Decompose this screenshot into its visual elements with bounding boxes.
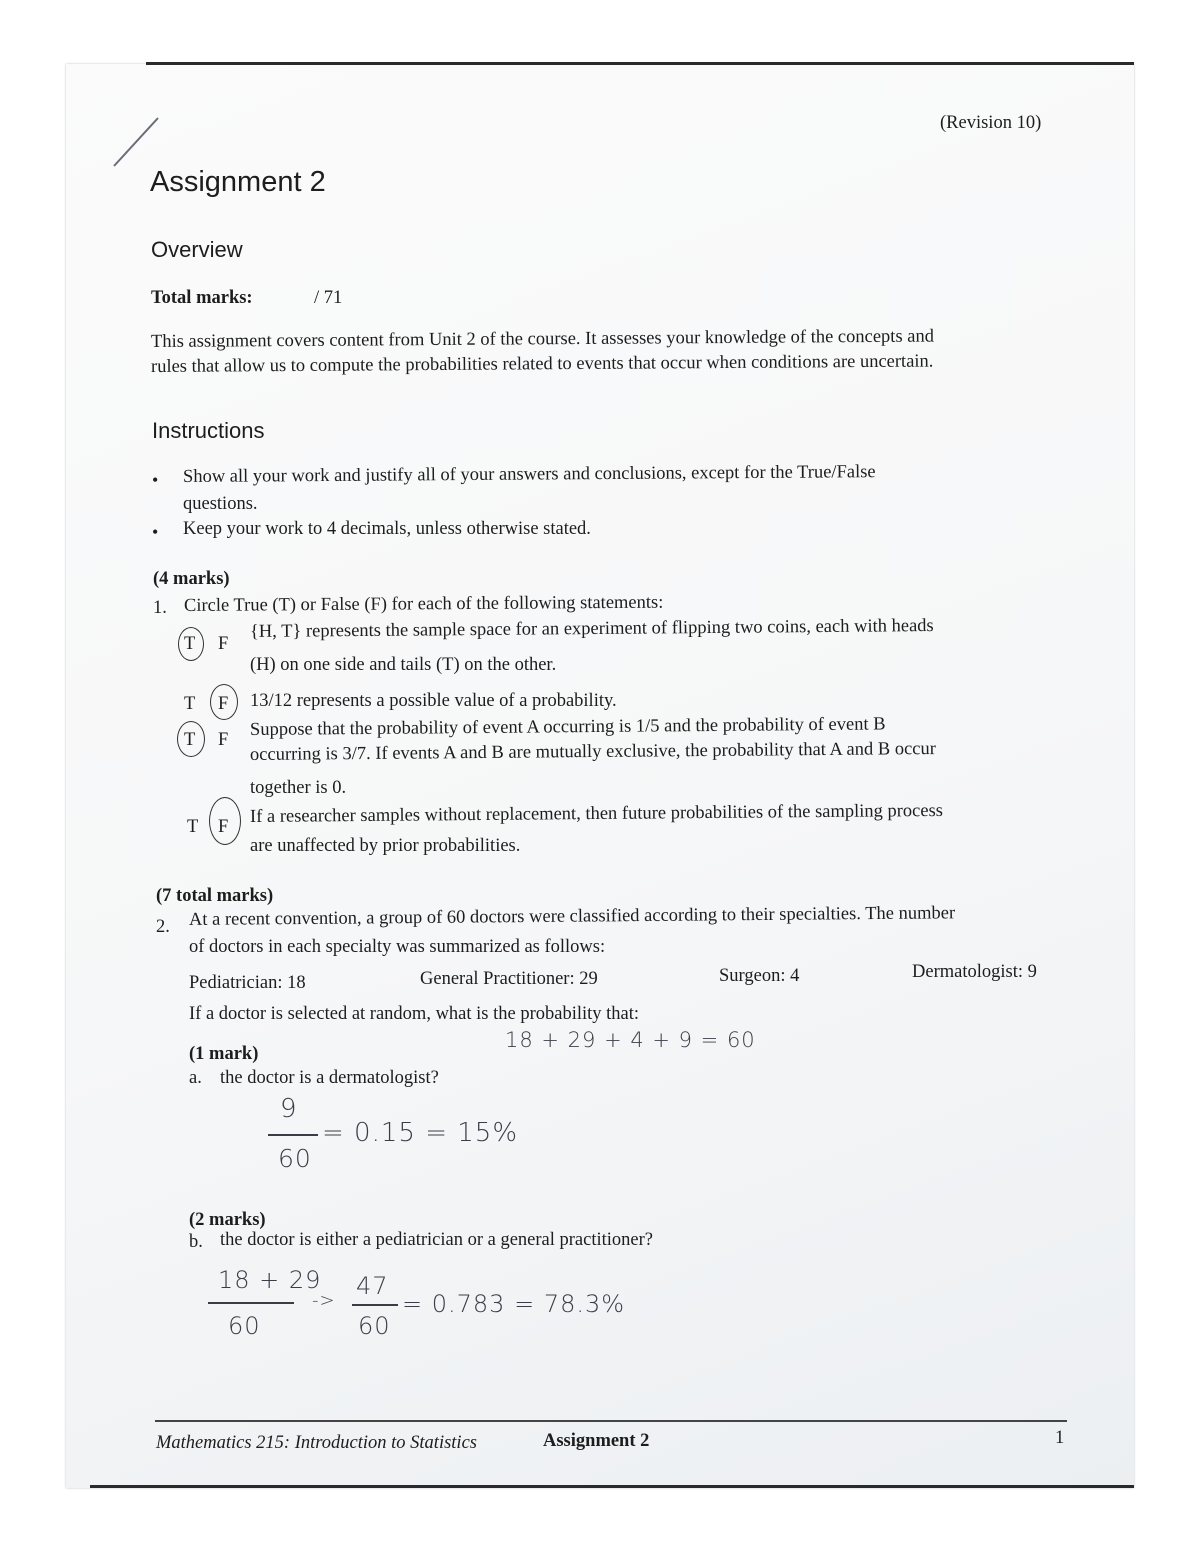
q1-prompt: Circle True (T) or False (F) for each of the following statements: [183,592,664,616]
q1-s3-line1: Suppose that the probability of event A occurring is 1/5 and the probability of event B [249,714,886,740]
q2b-hand-denominator-1: 60 [228,1312,261,1340]
page-bottom-edge [90,1485,1134,1488]
q1-s1-false: F [218,634,229,654]
q2b-hand-result: = 0.783 = 78.3% [402,1290,626,1318]
q2-select-prompt: If a doctor is selected at random, what is the probability that: [189,1004,640,1024]
q1-s2-false: F [218,694,229,714]
q2-prompt-line2: of doctors in each specialty was summarized as follows: [189,937,606,957]
q1-s4-true: T [187,817,199,837]
q2a-fraction-bar [268,1134,318,1136]
q2b-marks: (2 marks) [189,1210,266,1230]
q2-prompt-line1: At a recent convention, a group of 60 doctors were classified according to their specialties. The number [188,903,956,930]
footer-page-number: 1 [1055,1428,1065,1448]
bullet-2: • [152,522,159,542]
q2b-fraction-bar-1 [208,1302,294,1304]
q2-number: 2. [156,917,170,937]
overview-heading: Overview [151,237,243,262]
q1-s1-true: T [184,634,196,654]
q1-s4-false-circle [209,797,241,845]
q2b-prompt: the doctor is either a pediatrician or a general practitioner? [220,1230,653,1250]
overview-paragraph-line2: rules that allow us to compute the probabilities related to events that occur when conditions are uncertain. [150,351,934,377]
q1-s1-true-circle [178,627,204,661]
q1-s3-true-circle [177,721,205,757]
q2-pediatrician: Pediatrician: 18 [189,973,306,993]
q2-general-practitioner: General Practitioner: 29 [420,969,598,989]
overview-paragraph-line1: This assignment covers content from Unit 2 of the course. It assesses your knowledge of the concepts and [150,326,935,352]
q1-s4-false: F [218,817,229,837]
bullet-1: • [152,470,159,490]
q1-marks: (4 marks) [153,569,230,589]
total-marks-value: / 71 [314,288,343,308]
q2b-hand-denominator-2: 60 [358,1312,391,1340]
q2a-hand-result: = 0.15 = 15% [322,1118,519,1148]
q1-s2-line1: 13/12 represents a possible value of a probability. [250,691,617,711]
q2b-hand-numerator-1: 18 + 29 [218,1266,322,1294]
q1-s1-line1: {H, T} represents the sample space for an experiment of flipping two coins, each with heads [249,616,934,642]
q2b-letter: b. [189,1232,203,1252]
q2-dermatologist: Dermatologist: 9 [912,962,1037,982]
q2a-marks: (1 mark) [189,1044,259,1064]
q1-s4-line2: are unaffected by prior probabilities. [250,836,521,856]
instruction-1-line2: questions. [183,494,258,514]
instruction-1-line1: Show all your work and justify all of your answers and conclusions, except for the True/False [182,462,876,487]
q2a-hand-denominator: 60 [278,1144,312,1173]
q2b-hand-arrow: -> [312,1290,336,1311]
q1-s2-false-circle [210,684,238,720]
page-title: Assignment 2 [150,166,326,198]
total-marks-label: Total marks: [151,288,253,308]
instructions-heading: Instructions [152,418,265,443]
q1-number: 1. [153,598,167,618]
revision-label: (Revision 10) [940,113,1042,133]
q1-s3-false: F [218,730,229,750]
page-top-edge [146,62,1134,65]
q1-s4-line1: If a researcher samples without replacement, then future probabilities of the sampling process [249,800,944,827]
q2a-letter: a. [189,1068,202,1088]
footer-doc-title: Assignment 2 [543,1431,650,1451]
q1-s1-line2: (H) on one side and tails (T) on the other. [250,655,557,675]
footer-rule [155,1420,1067,1422]
q2a-hand-numerator: 9 [280,1094,298,1124]
q2a-prompt: the doctor is a dermatologist? [220,1068,439,1088]
q2b-hand-numerator-2: 47 [356,1272,389,1300]
q2-marks: (7 total marks) [156,886,274,906]
q1-s2-true: T [184,694,196,714]
instruction-2: Keep your work to 4 decimals, unless otherwise stated. [183,519,591,539]
q1-s3-true: T [184,730,196,750]
q2b-fraction-bar-2 [352,1304,398,1306]
handwritten-sum: 18 + 29 + 4 + 9 = 60 [505,1028,756,1052]
q1-s3-line3: together is 0. [250,778,347,798]
footer-course: Mathematics 215: Introduction to Statistics [156,1433,477,1453]
q1-s3-line2: occurring is 3/7. If events A and B are mutually exclusive, the probability that A and B occur [249,739,936,765]
q2-surgeon: Surgeon: 4 [719,966,800,986]
pencil-slash-mark [108,114,164,174]
